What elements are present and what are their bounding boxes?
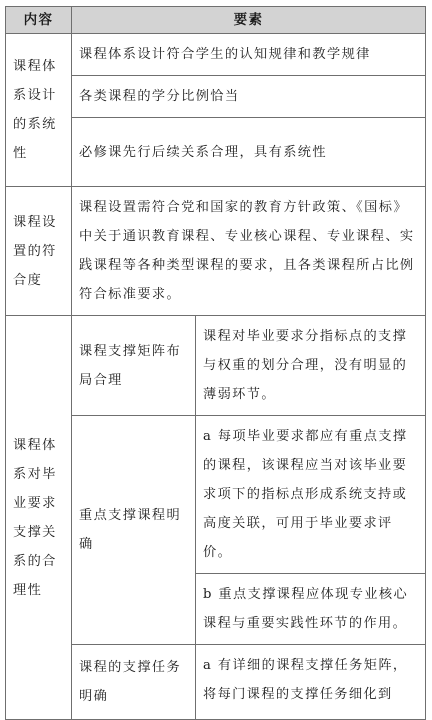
header-content: 内容: [6, 7, 72, 34]
section-item: 课程体系设计符合学生的认知规律和教学规律: [72, 34, 426, 76]
section-item: 各类课程的学分比例恰当: [72, 76, 426, 118]
requirements-table: [5, 6, 426, 720]
row-label: 课程的支撑任务明确: [72, 645, 196, 720]
header-elements: 要素: [72, 7, 426, 34]
row-detail: [196, 645, 426, 720]
requirements-document: [5, 6, 425, 720]
table-row: [6, 34, 426, 76]
section-title-conformity: 课程设置的符合度: [6, 187, 72, 316]
table-row: [6, 316, 426, 416]
table-row: [6, 187, 426, 316]
section-text: 课程设置需符合党和国家的教育方针政策、《国标》中关于通识教育课程、专业核心课程、专业课程、实践课程等各种类型课程的要求，且各类课程所占比例符合标准要求。: [72, 187, 426, 316]
row-detail: 课程对毕业要求分指标点的支撑与权重的划分合理，没有明显的薄弱环节。: [196, 316, 426, 416]
table-header-row: [6, 7, 426, 34]
section-title-support: 课程体系对毕业要求支撑关系的合理性: [6, 316, 72, 720]
row-label: 重点支撑课程明确: [72, 416, 196, 645]
section-item: 必修课先行后续关系合理，具有系统性: [72, 118, 426, 187]
row-detail-text: a 有详细的课程支撑任务矩阵，将每门课程的支撑任务细化到: [203, 658, 408, 702]
row-detail: a 每项毕业要求都应有重点支撑的课程，该课程应当对该毕业要求项下的指标点形成系统支持或高度关联，可用于毕业要求评价。: [196, 416, 426, 574]
section-title-system: 课程体系设计的系统性: [6, 34, 72, 187]
row-detail: b 重点支撑课程应体现专业核心课程与重要实践性环节的作用。: [196, 574, 426, 645]
row-label: 课程支撑矩阵布局合理: [72, 316, 196, 416]
